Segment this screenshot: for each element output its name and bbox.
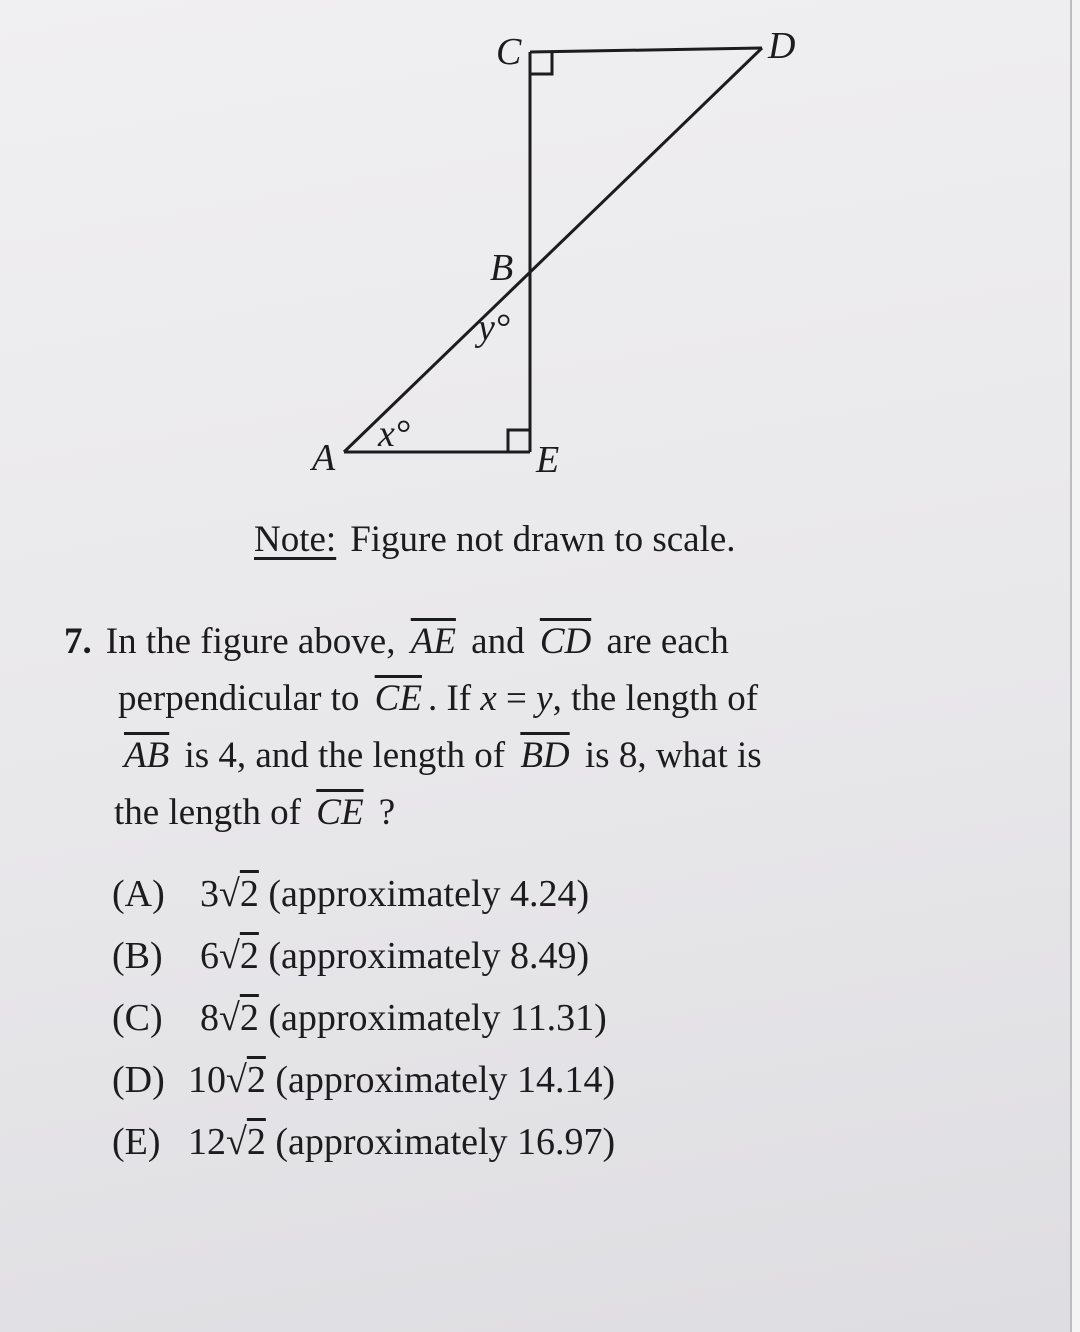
question-text: ?: [378, 792, 396, 833]
note-text: Figure not drawn to scale.: [350, 519, 736, 560]
segment-cd: [530, 48, 762, 52]
question-line-3: [118, 734, 762, 777]
note-label: Note:: [254, 519, 337, 560]
choice-approximation: (approximately 4.24): [268, 873, 590, 915]
question-text: is 4, and the length of: [184, 735, 506, 776]
variable-y: y: [536, 678, 553, 719]
label-d: D: [768, 25, 796, 67]
segment-ce-label-2: $\overline{CE}$: [316, 792, 364, 833]
angle-y-label: y°: [478, 307, 511, 349]
choice-coefficient: 10: [188, 1059, 226, 1101]
question-text: the length of: [114, 792, 302, 833]
label-b: B: [490, 247, 514, 289]
choice-radicand: 2: [246, 1121, 266, 1163]
segment-ab-label: $\overline{AB}$: [124, 735, 170, 776]
question-text: , the length of: [552, 678, 759, 719]
choice-approximation: (approximately 8.49): [268, 935, 590, 977]
choice-coefficient: 3: [200, 873, 219, 915]
question-text: In the figure above,: [105, 621, 396, 662]
choice-c[interactable]: (C) 8√2 (approximately 11.31): [112, 997, 607, 1039]
question-text: and: [471, 621, 525, 662]
choice-letter: (A): [112, 873, 165, 915]
segment-ae-label: $\overline{AE}$: [410, 621, 456, 662]
figure-note: [254, 518, 736, 561]
choice-approximation: (approximately 11.31): [268, 997, 607, 1039]
question-number: 7.: [64, 621, 92, 662]
choice-d[interactable]: (D) 10√2 (approximately 14.14): [112, 1059, 616, 1101]
choice-letter: (C): [112, 997, 163, 1039]
choice-approximation: (approximately 16.97): [275, 1121, 616, 1163]
right-angle-e: [508, 430, 530, 452]
question-line-2: [118, 677, 758, 720]
segment-ce-label: $\overline{CE}$: [374, 678, 422, 719]
variable-x: x: [480, 678, 497, 719]
choice-approximation: (approximately 14.14): [275, 1059, 616, 1101]
label-c: C: [496, 31, 522, 73]
choice-e[interactable]: (E) 12√2 (approximately 16.97): [112, 1121, 616, 1163]
choice-coefficient: 8: [200, 997, 219, 1039]
choice-radicand: 2: [239, 997, 259, 1039]
choice-coefficient: 6: [200, 935, 219, 977]
question-line-4: [114, 791, 395, 834]
choice-radicand: 2: [239, 935, 259, 977]
right-angle-c: [530, 52, 552, 74]
question-text: . If: [427, 678, 472, 719]
label-a: A: [312, 437, 336, 479]
choice-letter: (E): [112, 1121, 161, 1163]
question-text: perpendicular to: [118, 678, 360, 719]
question-text: are each: [606, 621, 729, 662]
choice-radicand: 2: [239, 873, 259, 915]
geometry-figure: [0, 0, 1080, 500]
choice-radicand: 2: [246, 1059, 266, 1101]
segment-cd-label: $\overline{CD}$: [539, 621, 592, 662]
segment-bd-label: $\overline{BD}$: [520, 735, 570, 776]
question-text: is 8, what is: [584, 735, 762, 776]
angle-x-label: x°: [378, 413, 411, 455]
choice-letter: (D): [112, 1059, 165, 1101]
label-e: E: [536, 439, 560, 481]
question-line-1: [64, 620, 729, 663]
choice-letter: (B): [112, 935, 163, 977]
equals-sign: =: [506, 678, 527, 719]
choice-b[interactable]: (B) 6√2 (approximately 8.49): [112, 935, 590, 977]
choice-coefficient: 12: [188, 1121, 226, 1163]
choice-a[interactable]: (A) 3√2 (approximately 4.24): [112, 873, 590, 915]
segment-ad: [344, 48, 762, 452]
